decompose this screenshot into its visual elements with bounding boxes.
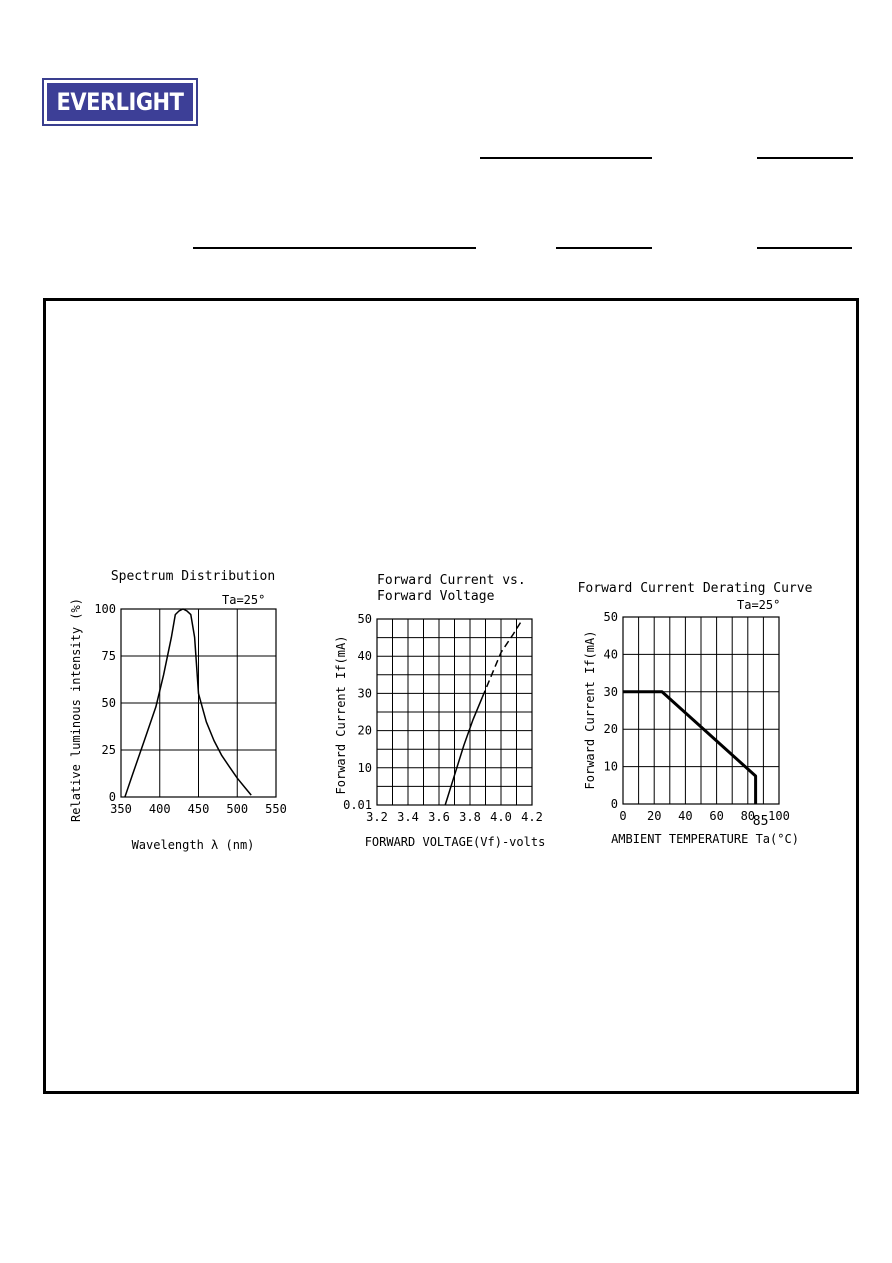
- chart3-x-tick-label: 80: [740, 809, 756, 823]
- logo-text: EVERLIGHT: [56, 88, 184, 116]
- chart3-y-tick-label: 10: [603, 759, 618, 774]
- chart3-y-tick-label: 30: [603, 684, 618, 699]
- chart1-y-tick-label: 75: [101, 649, 116, 663]
- chart3-title: Forward Current Derating Curve: [577, 581, 813, 596]
- chart3-series-line: [623, 692, 756, 804]
- chart3-x-axis-label: AMBIENT TEMPERATURE Ta(°C): [611, 832, 799, 846]
- chart1-x-tick-label: 450: [187, 802, 210, 816]
- chart3-x-tick-label: 100: [768, 809, 790, 823]
- chart3-x-tick-label: 40: [678, 809, 693, 823]
- chart2-x-tick-label: 3.8: [459, 810, 481, 824]
- chart1-title: Spectrum Distribution: [110, 569, 276, 584]
- chart2-y-tick-label: 10: [357, 760, 372, 775]
- chart3-x-tick-label: 0: [619, 809, 627, 823]
- chart2-title-line: Forward Current vs.: [377, 573, 526, 588]
- chart2-x-tick-label: 4.0: [490, 810, 512, 824]
- chart2-x-axis-label: FORWARD VOLTAGE(Vf)-volts: [364, 835, 546, 849]
- chart2-y-tick-label: 0.01: [343, 798, 372, 812]
- chart1-y-axis-label: Relative luminous intensity (%): [69, 598, 83, 822]
- chart3-y-axis-label: Forward Current If(mA): [583, 630, 597, 790]
- chart2-x-tick-label: 3.2: [366, 810, 388, 824]
- chart3-extra-label: 85: [752, 814, 769, 829]
- chart3-y-tick-label: 50: [603, 610, 618, 624]
- chart3-y-tick-label: 0: [610, 797, 618, 811]
- chart3-x-tick-label: 20: [646, 809, 662, 823]
- chart2-x-tick-label: 4.2: [521, 810, 543, 824]
- chart2-y-tick-label: 30: [357, 686, 372, 701]
- chart1-annotation: Ta=25°: [222, 593, 266, 607]
- chart1-y-tick-label: 0: [108, 790, 116, 804]
- chart1-y-tick-label: 100: [94, 602, 116, 616]
- chart2-y-axis-label: Forward Current If(mA): [334, 635, 348, 795]
- chart2-title-line: Forward Voltage: [377, 589, 495, 604]
- chart1-x-axis-label: Wavelength λ (nm): [131, 838, 255, 852]
- chart1-y-tick-label: 25: [101, 743, 116, 757]
- chart2-y-tick-label: 50: [357, 612, 372, 626]
- chart3-y-tick-label: 20: [603, 722, 618, 737]
- chart2-x-tick-label: 3.6: [428, 810, 450, 824]
- chart2-y-tick-label: 40: [357, 649, 372, 664]
- chart1-x-tick-label: 350: [110, 802, 132, 816]
- chart1-x-tick-label: 500: [226, 802, 249, 816]
- chart2-y-tick-label: 20: [357, 723, 372, 738]
- chart1-x-tick-label: 550: [265, 802, 287, 816]
- chart3-y-tick-label: 40: [603, 647, 618, 662]
- chart1-y-tick-label: 50: [101, 696, 116, 710]
- chart1-x-tick-label: 400: [148, 802, 171, 816]
- chart3-x-tick-label: 60: [709, 809, 724, 823]
- chart2-series-line: [445, 697, 482, 805]
- chart3-annotation: Ta=25°: [737, 598, 781, 612]
- chart2-x-tick-label: 3.4: [397, 810, 419, 824]
